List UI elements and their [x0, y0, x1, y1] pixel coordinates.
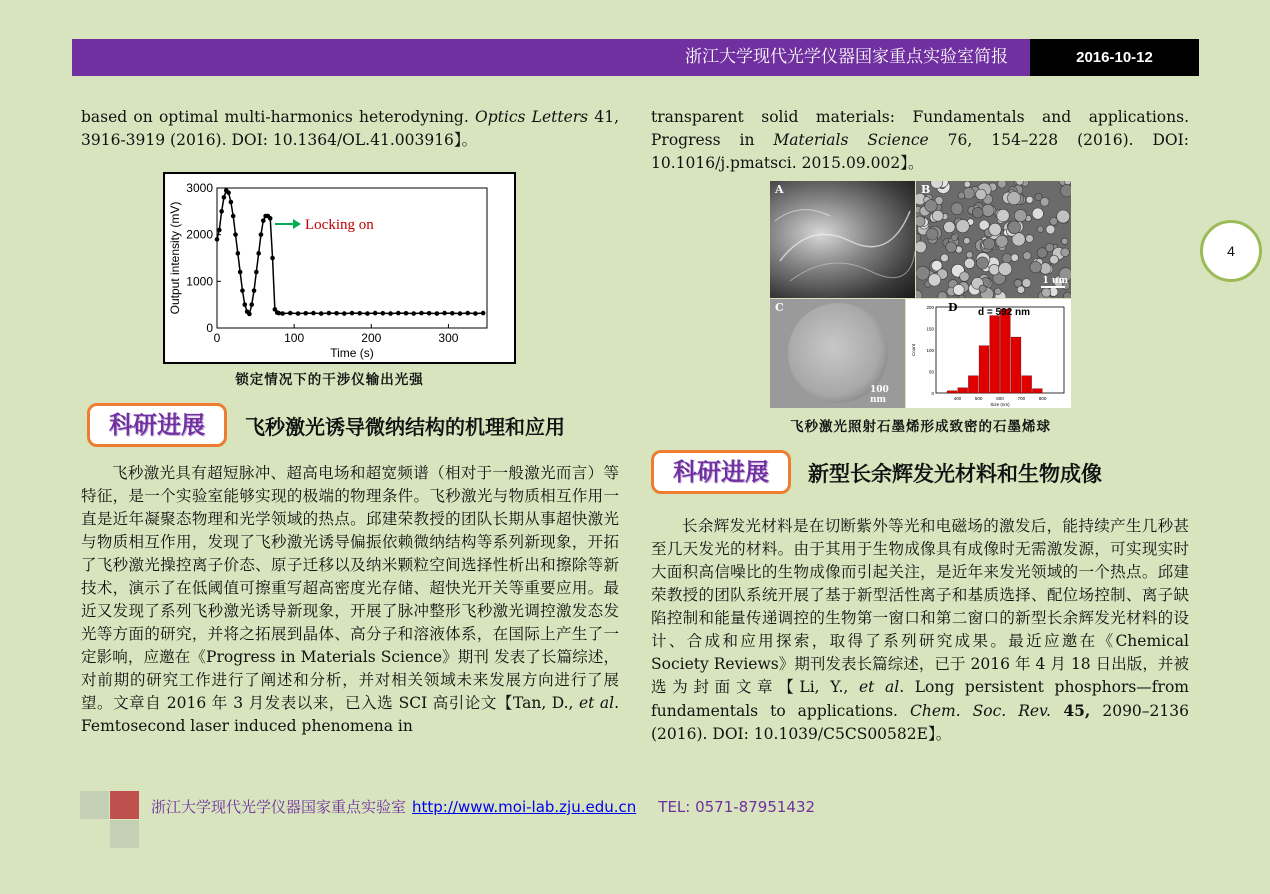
graphene-sphere: [960, 272, 970, 282]
left-body-part-2: . Femtosecond laser induced phenomena in: [81, 694, 620, 735]
output-data-point: [236, 251, 241, 256]
output-data-point: [458, 311, 463, 316]
x-tick-label: 300: [438, 331, 459, 345]
interferometer-chart: [165, 174, 514, 362]
output-data-point: [342, 311, 347, 316]
output-data-point: [242, 302, 247, 307]
hist-bar: [958, 388, 968, 393]
graphene-sphere: [996, 235, 1008, 247]
panel-label-d: D: [948, 301, 958, 314]
hist-bar: [979, 346, 989, 393]
graphene-sphere: [1026, 235, 1034, 243]
hist-y-axis-label: Count: [911, 343, 916, 357]
graphene-sphere: [1046, 225, 1055, 234]
hist-x-tick-label: 700: [1017, 396, 1026, 401]
right-section-title: 新型长余辉发光材料和生物成像: [808, 462, 1102, 486]
graphene-sphere: [916, 266, 930, 280]
histogram-annotation: d = 592 nm: [978, 307, 1030, 318]
graphene-sphere: [966, 251, 973, 258]
output-data-point: [427, 311, 432, 316]
output-data-point: [311, 311, 316, 316]
output-data-point: [226, 190, 231, 195]
output-data-point: [231, 214, 236, 219]
x-tick-label: 100: [284, 331, 305, 345]
graphene-sphere: [925, 200, 937, 212]
hist-y-tick-label: 200: [926, 305, 934, 310]
size-histogram-figure: [906, 299, 1071, 408]
panel-label-c: C: [775, 301, 784, 314]
graphene-sphere: [976, 189, 987, 200]
graphene-sphere: [1063, 292, 1071, 298]
graphene-sphere: [964, 237, 971, 244]
hist-bar: [1000, 309, 1010, 393]
output-data-point: [435, 311, 440, 316]
graphene-sphere: [953, 284, 964, 295]
right-body-part-3: 2090–2136 (2016). DOI: 10.1039/C5CS00582E】。: [651, 702, 1189, 743]
output-data-point: [388, 311, 393, 316]
locking-arrow: [275, 219, 301, 229]
output-data-point: [450, 311, 455, 316]
graphene-sphere: [989, 264, 1000, 275]
footer-square-1: [80, 791, 109, 819]
graphene-sphere: [1026, 196, 1033, 203]
hist-y-tick-label: 100: [926, 348, 934, 353]
graphene-sphere: [1062, 238, 1068, 244]
left-ref-journal: Optics Letters: [475, 108, 589, 126]
left-reference-tail: [81, 106, 619, 152]
graphene-sphere: [972, 207, 983, 218]
output-data-point: [481, 311, 486, 316]
right-body-text: [651, 515, 1189, 746]
output-data-point: [319, 311, 324, 316]
output-data-point: [215, 237, 220, 242]
hist-x-tick-label: 400: [953, 396, 962, 401]
right-section-badge: 科研进展: [651, 450, 791, 494]
output-data-point: [334, 311, 339, 316]
graphene-sphere: [956, 220, 969, 233]
graphene-sphere: [916, 241, 926, 253]
left-body-part-1: 飞秒激光具有超短脉冲、超高电场和超宽频谱（相对于一般激光而言）等特征，是一个实验室能够实现的极端的物理条件。飞秒激光与物质相互作用一直是近年凝聚态物理和光学领域的热点。邱建荣教授的团队长期从事超快激光与物质相互作用，发现了飞秒激光诱导偏振依赖微纳结构等系列新现象，开拓了飞秒激光操控离子价态、原子迁移以及纳米颗粒空间选择性析出和擦除等新技术，演示了在低阈值可擦重写超高密度光存储、超快光开关等重要应用。最近又发现了系列飞秒激光诱导新现象，开展了脉冲整形飞秒激光调控激发态发光等方面的研究，并将之拓展到晶体、高分子和溶液体系，在国际上产生了一定影响，应邀在《Progress in Materials Science》期刊 发表了长篇综述，对前期的研究工作进行了阐述和分析，并对相关领域未来发展方向进行了展望。文章自 2016 年 3 月发表以来，已入选 SCI 高引论文【Tan, D.,: [81, 464, 619, 712]
left-body-etal: et al: [578, 694, 615, 712]
graphene-sphere: [916, 290, 922, 298]
graphene-sphere: [916, 216, 925, 227]
hist-y-tick-label: 150: [926, 326, 934, 332]
graphene-sphere: [998, 181, 1007, 188]
graphene-sphere: [928, 274, 940, 286]
graphene-sphere: [964, 181, 970, 187]
graphene-sphere: [964, 258, 974, 268]
hist-plot-frame: [936, 307, 1064, 393]
graphene-sphere: [932, 210, 943, 221]
output-data-point: [465, 311, 470, 316]
graphene-sphere: [979, 285, 986, 292]
right-reference-tail: [651, 106, 1189, 175]
header-bar: [72, 39, 1030, 76]
footer-square-2: [110, 791, 139, 819]
footer-info: [151, 796, 815, 817]
output-data-point: [238, 270, 243, 275]
chart-annotation-locking-on: Locking on: [305, 217, 374, 233]
graphene-sphere: [1037, 226, 1044, 233]
graphene-sheet-texture: [770, 181, 915, 298]
graphene-sphere: [938, 292, 948, 298]
hist-y-tick-label: 0: [931, 391, 934, 396]
hist-x-tick-label: 600: [996, 396, 1004, 401]
right-ref-text-2: 76, 154–228 (2016). DOI: 10.1016/j.pmatsci. 2015.09.002】。: [651, 131, 1189, 172]
hist-x-axis-label: Size (nm): [990, 402, 1010, 407]
left-section-badge: 科研进展: [87, 403, 227, 447]
scale-bar-b-label: 1 um: [1042, 276, 1068, 286]
page-number: 4: [1200, 220, 1262, 282]
output-data-point: [270, 256, 275, 261]
graphene-sphere: [944, 221, 955, 232]
panel-label-b: B: [921, 183, 931, 196]
hist-y-tick-label: 50: [928, 369, 934, 375]
graphene-sphere: [1050, 217, 1058, 225]
x-axis-label: Time (s): [330, 346, 374, 360]
output-data-point: [268, 216, 273, 221]
graphene-sphere: [1014, 209, 1026, 221]
output-data-point: [365, 311, 370, 316]
size-histogram: [906, 299, 1071, 408]
graphene-sphere: [983, 238, 994, 249]
output-data-point: [404, 311, 409, 316]
graphene-sphere: [1030, 261, 1042, 273]
output-data-point: [217, 228, 222, 233]
left-ref-text-1: based on optimal multi-harmonics heterodyning.: [81, 108, 475, 126]
graphene-sphere: [1032, 208, 1043, 219]
graphene-sphere: [989, 223, 1001, 235]
x-tick-label: 200: [361, 331, 382, 345]
output-data-point: [233, 232, 238, 237]
single-sphere-micrograph: [770, 299, 905, 408]
graphene-sphere: [976, 257, 988, 269]
hist-x-tick-label: 800: [1038, 396, 1047, 401]
scale-bar-b: [1041, 286, 1065, 288]
output-data-point: [280, 311, 285, 316]
hist-bar: [968, 376, 978, 393]
output-data-point: [373, 311, 378, 316]
hist-bar: [947, 391, 957, 393]
output-data-point: [261, 218, 266, 223]
graphene-sphere: [941, 254, 949, 262]
output-data-point: [256, 251, 261, 256]
output-data-point: [473, 311, 478, 316]
graphene-sphere: [1057, 210, 1070, 223]
graphene-sphere: [1007, 191, 1020, 204]
output-data-point: [327, 311, 332, 316]
footer-tel: TEL: 0571-87951432: [658, 798, 816, 816]
right-figure-caption: 飞秒激光照射石墨烯形成致密的石墨烯球: [790, 419, 1051, 435]
output-data-point: [254, 270, 259, 275]
y-tick-label: 1000: [186, 274, 213, 289]
right-body-part-1: 长余辉发光材料是在切断紫外等光和电磁场的激发后，能持续产生几秒甚至几天发光的材料。由于其用于生物成像具有成像时无需激发源，可实现实时大面积高信噪比的生物成像而引起关注，是近年来发光领域的一个热点。邱建荣教授的团队系统开展了基于新型活性离子和基质选择、配位场控制、离子缺陷控制和能量传递调控的生物第一窗口和第二窗口的新型长余辉发光材料的设计、合成和应用探索，取得了系列研究成果。最近应邀在《Chemical Society Reviews》期刊发表长篇综述，已于 2016 年 4 月 18 日出版，并被选为封面文章【Li, Y.,: [651, 517, 1189, 696]
graphene-sphere: [951, 203, 963, 215]
hist-bar: [990, 316, 1000, 393]
right-body-part-2: . Long persistent phosphors—from fundamentals to applications.: [651, 678, 1189, 720]
graphene-sphere: [1022, 279, 1031, 288]
graphene-sphere: [997, 209, 1009, 221]
right-body-etal: et al: [858, 678, 900, 696]
graphene-sphere: [1042, 288, 1051, 297]
output-data-point: [240, 288, 245, 293]
output-data-point: [229, 200, 234, 205]
scale-bar-c-label: 100 nm: [870, 385, 889, 405]
y-tick-label: 3000: [186, 181, 213, 195]
output-data-point: [222, 195, 227, 200]
footer-url-link[interactable]: http://www.moi-lab.zju.edu.cn: [412, 798, 637, 816]
hist-bar: [1032, 389, 1042, 393]
right-body-journal: Chem. Soc. Rev.: [909, 702, 1051, 720]
output-data-point: [219, 209, 224, 214]
output-data-point: [259, 232, 264, 237]
graphene-sphere: [1023, 252, 1031, 260]
graphene-sheet-micrograph: [770, 181, 915, 298]
y-axis-label: Output intensity (mV): [168, 201, 182, 315]
hist-bar: [1011, 337, 1021, 393]
footer-square-3: [110, 820, 139, 848]
output-data-point: [252, 288, 257, 293]
graphene-sphere: [1040, 197, 1049, 206]
graphene-sphere: [951, 234, 958, 241]
graphene-sphere: [1050, 255, 1059, 264]
output-data-point: [247, 312, 252, 317]
panel-label-a: A: [775, 183, 784, 196]
interferometer-chart-figure: [163, 172, 516, 364]
graphene-sphere: [958, 192, 965, 199]
graphene-sphere: [1008, 221, 1021, 234]
graphene-sphere: [1002, 253, 1012, 263]
graphene-sphere: [1011, 254, 1019, 262]
hist-x-tick-label: 500: [974, 396, 983, 401]
graphene-sphere: [982, 204, 994, 216]
x-tick-label: 0: [213, 331, 221, 345]
graphene-sphere: [999, 262, 1012, 275]
y-tick-label: 0: [206, 321, 213, 335]
hist-bar: [1022, 376, 1032, 393]
right-ref-journal: Materials Science: [773, 131, 929, 149]
output-data-point: [442, 311, 447, 316]
header-title: 浙江大学现代光学仪器国家重点实验室简报: [685, 47, 1008, 67]
output-data-point: [411, 311, 416, 316]
graphene-sphere: [946, 242, 957, 253]
output-data-point: [288, 311, 293, 316]
graphene-sphere: [1061, 248, 1070, 257]
left-ref-text-2: 41, 3916-3919 (2016). DOI: 10.1364/OL.41.003916】。: [81, 108, 620, 149]
left-section-title: 飞秒激光诱导微纳结构的机理和应用: [245, 415, 565, 439]
output-data-point: [249, 302, 254, 307]
graphene-spheres-micrograph: [916, 181, 1071, 298]
left-figure-caption: 锁定情况下的干涉仪输出光强: [235, 372, 424, 388]
right-body-volume: 45,: [1050, 701, 1091, 720]
output-data-point: [350, 311, 355, 316]
graphene-sphere: [1017, 286, 1024, 293]
graphene-sphere: [926, 228, 938, 240]
output-data-point: [381, 311, 386, 316]
output-data-point: [303, 311, 308, 316]
graphene-sphere: [1060, 184, 1071, 197]
output-data-point: [396, 311, 401, 316]
header-date: 2016-10-12: [1030, 39, 1199, 76]
right-ref-text-1: transparent solid materials: Fundamentals and applications. Progress in: [651, 108, 1189, 149]
output-data-point: [296, 311, 301, 316]
graphene-sphere: [994, 288, 1001, 295]
output-data-point: [419, 311, 424, 316]
y-tick-label: 2000: [186, 227, 213, 242]
footer-org: 浙江大学现代光学仪器国家重点实验室: [151, 798, 407, 816]
graphene-sphere: [1045, 243, 1053, 251]
left-body-text: [81, 462, 619, 738]
output-data-point: [357, 311, 362, 316]
